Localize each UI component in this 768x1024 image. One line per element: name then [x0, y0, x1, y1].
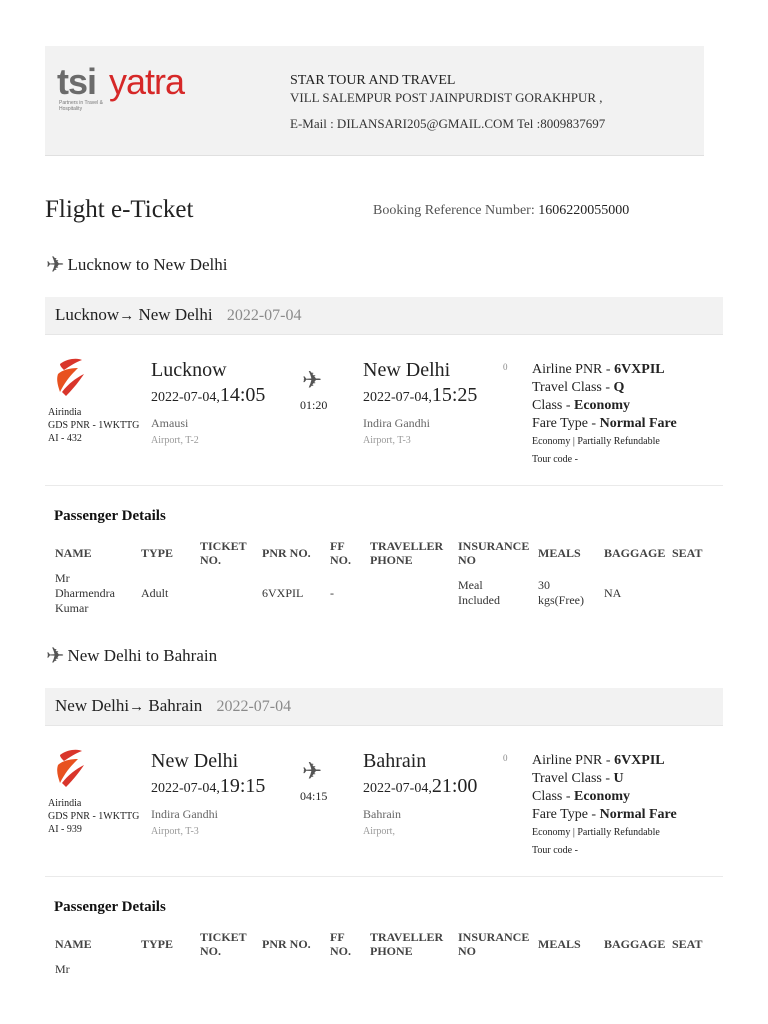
departure-terminal: Airport, T-2	[151, 435, 199, 446]
departure-airport	[151, 806, 218, 840]
col-baggage: BAGGAGE	[604, 937, 666, 951]
arrival-time: 21:00	[431, 775, 478, 797]
departure-date: 2022-07-04,	[151, 781, 220, 796]
arrival-date: 2022-07-04,	[363, 781, 432, 796]
plane-icon: ✈	[46, 252, 65, 277]
col-pnr: PNR NO.	[262, 937, 311, 951]
col-ff: FF NO.	[330, 539, 351, 567]
route-heading	[46, 252, 228, 277]
col-ff: FF NO.	[330, 930, 351, 958]
gds-pnr: GDS PNR - 1WKTTG	[48, 811, 140, 822]
tour-code: Tour code -	[532, 454, 578, 465]
passenger-table-header	[45, 930, 723, 960]
fare-info	[532, 361, 677, 469]
col-traveller-phone: TRAVELLER PHONE	[370, 539, 444, 567]
logo-tsi: tsi	[57, 61, 97, 102]
col-type: TYPE	[141, 937, 174, 951]
logo-tagline: Partners in Travel & Hospitality	[59, 100, 103, 112]
passenger-meals: Meal Included	[458, 578, 500, 607]
segment-to: Bahrain	[148, 696, 203, 715]
col-pnr: PNR NO.	[262, 546, 311, 560]
col-seat: SEAT	[672, 937, 703, 951]
departure-airport	[151, 415, 199, 449]
passenger-table	[45, 930, 723, 990]
plane-icon: ✈	[46, 643, 65, 668]
flight-number: AI - 939	[48, 824, 82, 835]
flight-details	[45, 336, 723, 486]
air-india-logo-icon	[48, 747, 93, 792]
departure-time: 14:05	[219, 384, 266, 406]
arrow-right-icon: →	[129, 699, 145, 715]
airline-pnr-value: 6VXPIL	[614, 362, 665, 377]
stops-count: 0	[503, 362, 508, 372]
travel-class-value: U	[613, 771, 624, 786]
cabin-class-value: Economy	[574, 398, 630, 413]
segment-bar	[45, 688, 723, 726]
airline-pnr: Airline PNR - 6VXPIL	[532, 362, 665, 377]
booking-reference	[373, 203, 629, 219]
flight-duration: 04:15	[300, 789, 328, 803]
arrow-right-icon: →	[119, 308, 135, 324]
fare-type-value: Normal Fare	[599, 416, 677, 431]
booking-number[interactable]: 1606220055000	[538, 203, 630, 218]
passenger-details-title: Passenger Details	[54, 899, 166, 915]
departure-city: Lucknow	[151, 359, 227, 381]
airline-info	[48, 406, 139, 445]
arrival-airport	[363, 415, 430, 449]
arrival-datetime	[363, 384, 477, 407]
col-ticket: TICKET NO.	[200, 930, 247, 958]
passenger-details-title: Passenger Details	[54, 508, 166, 524]
col-baggage: BAGGAGE	[604, 546, 666, 560]
table-row	[45, 960, 723, 990]
agency-contact: E-Mail : DILANSARI205@GMAIL.COM Tel :8009837697	[290, 116, 606, 131]
arrival-time: 15:25	[431, 384, 478, 406]
arrival-date: 2022-07-04,	[363, 390, 432, 405]
col-insurance: INSURANCE NO	[458, 539, 530, 567]
segment-to: New Delhi	[138, 305, 213, 324]
fare-type: Fare Type - Normal Fare	[532, 416, 677, 431]
arrival-terminal: Airport,	[363, 826, 395, 837]
passenger-type: Adult	[141, 586, 169, 600]
fare-type-value: Normal Fare	[599, 807, 677, 822]
route-heading	[46, 643, 218, 668]
plane-icon: ✈	[302, 759, 323, 785]
passenger-table-header	[45, 539, 723, 569]
stops-count: 0	[503, 753, 508, 763]
cabin-class-value: Economy	[574, 789, 630, 804]
arrival-airport-name: Bahrain	[363, 807, 401, 821]
agency-details	[290, 72, 605, 132]
fare-type: Fare Type - Normal Fare	[532, 807, 677, 822]
segment-from: New Delhi	[55, 696, 130, 715]
travel-class-value: Q	[613, 380, 625, 395]
arrival-airport-name: Indira Gandhi	[363, 416, 430, 430]
departure-terminal: Airport, T-3	[151, 826, 199, 837]
airline-pnr-value: 6VXPIL	[614, 753, 665, 768]
tsi-yatra-logo	[57, 62, 197, 122]
departure-date: 2022-07-04,	[151, 390, 220, 405]
departure-airport-name: Indira Gandhi	[151, 807, 218, 821]
col-meals: MEALS	[538, 937, 581, 951]
travel-class: Travel Class - U	[532, 771, 624, 786]
arrival-airport	[363, 806, 401, 840]
departure-datetime	[151, 775, 265, 798]
tour-code: Tour code -	[532, 845, 578, 856]
departure-city: New Delhi	[151, 750, 239, 772]
passenger-ff: -	[330, 586, 334, 600]
col-type: TYPE	[141, 546, 174, 560]
departure-time: 19:15	[219, 775, 266, 797]
passenger-table	[45, 539, 723, 617]
col-seat: SEAT	[672, 546, 703, 560]
departure-datetime	[151, 384, 265, 407]
col-ticket: TICKET NO.	[200, 539, 247, 567]
airline-info	[48, 797, 139, 836]
col-name: NAME	[55, 546, 92, 560]
segment-from: Lucknow	[55, 305, 120, 324]
booking-label: Booking Reference Number:	[373, 203, 539, 218]
segment-date: 2022-07-04	[226, 307, 302, 324]
logo-yatra: yatra	[109, 61, 185, 102]
flight-number: AI - 432	[48, 433, 82, 444]
plane-icon: ✈	[302, 368, 323, 394]
col-name: NAME	[55, 937, 92, 951]
col-insurance: INSURANCE NO	[458, 930, 530, 958]
arrival-terminal: Airport, T-3	[363, 435, 411, 446]
page-title: Flight e-Ticket	[45, 196, 194, 223]
gds-pnr: GDS PNR - 1WKTTG	[48, 420, 140, 431]
passenger-seat: NA	[604, 586, 622, 600]
travel-class: Travel Class - Q	[532, 380, 625, 395]
passenger-baggage: 30 kgs(Free)	[538, 578, 584, 607]
cabin-class: Class - Economy	[532, 789, 630, 804]
segment-date: 2022-07-04	[216, 698, 292, 715]
cabin-class: Class - Economy	[532, 398, 630, 413]
departure-airport-name: Amausi	[151, 416, 189, 430]
passenger-name: Mr	[55, 962, 70, 976]
arrival-datetime	[363, 775, 477, 798]
arrival-city: New Delhi	[363, 359, 451, 381]
air-india-logo-icon	[48, 356, 93, 401]
agency-address: VILL SALEMPUR POST JAINPURDIST GORAKHPUR ,	[290, 90, 603, 105]
route-heading-text: Lucknow to New Delhi	[67, 255, 228, 274]
flight-duration: 01:20	[300, 398, 328, 412]
flight-details	[45, 727, 723, 877]
refund-note: Economy | Partially Refundable	[532, 827, 660, 838]
airline-name: Airindia	[48, 407, 82, 418]
airline-pnr: Airline PNR - 6VXPIL	[532, 753, 665, 768]
fare-info	[532, 752, 677, 860]
agency-header	[45, 46, 704, 156]
agency-name: STAR TOUR AND TRAVEL	[290, 73, 456, 88]
arrival-city: Bahrain	[363, 750, 427, 772]
airline-name: Airindia	[48, 798, 82, 809]
table-row	[45, 569, 723, 617]
col-traveller-phone: TRAVELLER PHONE	[370, 930, 444, 958]
col-meals: MEALS	[538, 546, 581, 560]
refund-note: Economy | Partially Refundable	[532, 436, 660, 447]
segment-bar	[45, 297, 723, 335]
passenger-name: Mr Dharmendra Kumar	[55, 571, 115, 615]
passenger-pnr: 6VXPIL	[262, 586, 304, 600]
route-heading-text: New Delhi to Bahrain	[67, 646, 218, 665]
